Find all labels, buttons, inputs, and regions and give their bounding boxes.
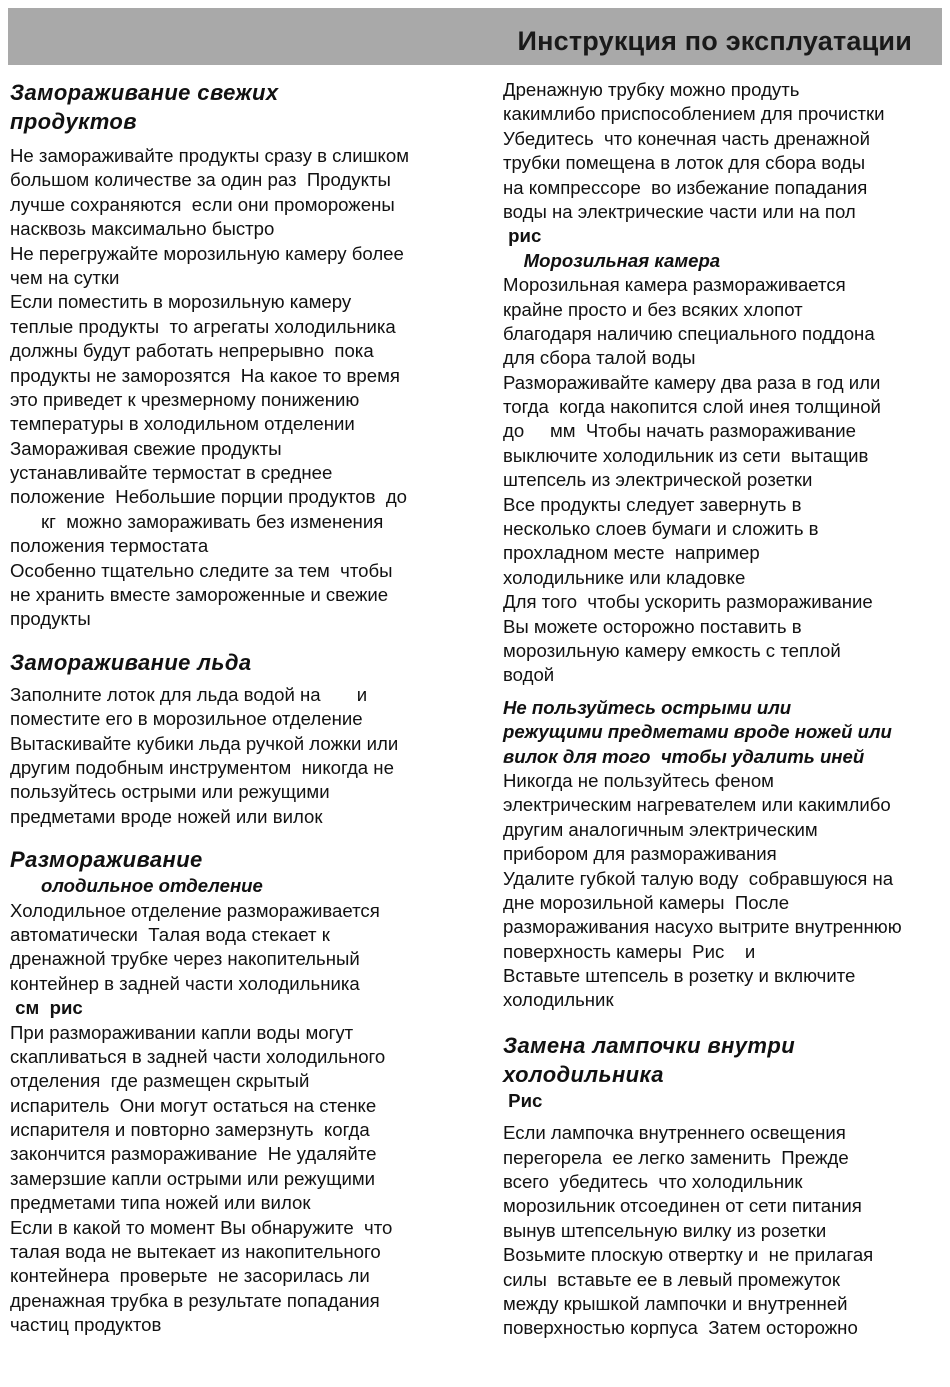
text-line: предметами вроде ножей или вилок <box>10 805 323 827</box>
page-title: Инструкция по эксплуатации <box>517 26 912 56</box>
text-line: положения термостата <box>10 535 209 557</box>
text-line: холодильнике или кладовке <box>503 566 746 588</box>
text-line: чем на сутки <box>10 266 120 288</box>
text-line: тогда когда накопится слой инея толщиной <box>503 396 881 418</box>
text-line: Не замораживайте продукты сразу в слишком <box>10 145 410 166</box>
text-line: Если поместить в морозильную камеру <box>10 291 352 313</box>
text-line: Возьмите плоскую отвертку и не прилагая <box>503 1244 874 1266</box>
text-line: другим аналогичным электрическим <box>503 818 818 840</box>
text-line: электрическим нагревателем или какимлибо <box>503 794 891 816</box>
text-line: Все продукты следует завернуть в <box>503 493 802 515</box>
text-line: морозильник отсоединен от сети питания <box>503 1195 862 1217</box>
section-heading: продуктов <box>10 109 137 134</box>
text-line: устанавливайте термостат в среднее <box>10 462 333 484</box>
text-line: контейнер в задней части холодильника <box>10 972 360 994</box>
text-line: температуры в холодильном отделении <box>10 413 355 435</box>
left-column <box>10 78 460 1338</box>
text-line: до мм Чтобы начать размораживание <box>503 420 856 442</box>
text-line: благодаря наличию специального поддона <box>503 322 875 344</box>
text-line: прибором для размораживания <box>503 843 777 865</box>
text-line: положение Небольшие порции продуктов до <box>10 486 408 508</box>
text-line: талая вода не вытекает из накопительного <box>10 1241 381 1263</box>
text-line: кг можно замораживать без изменения <box>10 510 384 532</box>
text-line: Удалите губкой талую воду собравшуюся на <box>503 867 894 889</box>
text-line: закончится размораживание Не удаляйте <box>10 1143 377 1165</box>
right-column <box>503 78 948 1341</box>
text-line: замерзшие капли острыми или режущими <box>10 1167 376 1189</box>
text-line: дне морозильной камеры После <box>503 891 790 913</box>
text-line: Вытаскивайте кубики льда ручкой ложки или <box>10 732 399 754</box>
text-line: должны будут работать непрерывно пока <box>10 340 374 362</box>
text-line: скапливаться в задней части холодильного <box>10 1045 386 1067</box>
text-line: Для того чтобы ускорить размораживание <box>503 591 873 613</box>
subsection-heading: Морозильная камера <box>503 249 721 271</box>
text-line: вынув штепсельную вилку из розетки <box>503 1219 827 1241</box>
text-line: поверхность камеры Рис и <box>503 940 756 962</box>
page-header <box>8 8 942 65</box>
text-line: рис <box>503 225 542 247</box>
text-line: штепсель из электрической розетки <box>503 469 813 491</box>
text-line: Особенно тщательно следите за тем чтобы <box>10 559 393 581</box>
text-line: вилок для того чтобы удалить иней <box>503 745 865 767</box>
text-line: контейнера проверьте не засорилась ли <box>10 1265 370 1287</box>
text-line: Если лампочка внутреннего освещения <box>503 1122 846 1144</box>
text-line: предметами типа ножей или вилок <box>10 1192 311 1214</box>
section-heading: Замена лампочки внутри <box>503 1032 796 1058</box>
subsection-heading: олодильное отделение <box>10 875 263 897</box>
text-line: Холодильное отделение размораживается <box>10 899 380 921</box>
text-line: пользуйтесь острыми или режущими <box>10 781 330 803</box>
text-line: см рис <box>10 997 83 1019</box>
text-line: морозильную камеру емкость с теплой <box>503 639 841 661</box>
text-line: насквозь максимально быстро <box>10 218 275 240</box>
text-line: всего убедитесь что холодильник <box>503 1171 803 1193</box>
text-line: воды на электрические части или на пол <box>503 200 856 222</box>
text-line: дренажной трубке через накопительный <box>10 948 360 970</box>
text-line: При размораживании капли воды могут <box>10 1021 354 1043</box>
text-line: не хранить вместе замороженные и свежие <box>10 584 389 606</box>
text-line: дренажная трубка в результате попадания <box>10 1289 380 1311</box>
text-line: перегорела ее легко заменить Прежде <box>503 1146 849 1168</box>
text-line: испарителя и повторно замерзнуть когда <box>10 1119 370 1141</box>
text-line: холодильник <box>503 989 614 1011</box>
section-heading: холодильника <box>503 1061 664 1087</box>
text-line: режущими предметами вроде ножей или <box>503 721 892 743</box>
text-line: отделения где размещен скрытый <box>10 1070 310 1092</box>
text-line: поместите его в морозильное отделение <box>10 708 363 730</box>
text-line: силы вставьте ее в левый промежуток <box>503 1268 841 1290</box>
text-line: Морозильная камера размораживается <box>503 274 846 296</box>
text-line: Вставьте штепсель в розетку и включите <box>503 965 856 987</box>
text-line: это приведет к чрезмерному понижению <box>10 388 360 410</box>
text-line: продукты не заморозятся На какое то время <box>10 364 400 386</box>
section-heading: Размораживание <box>10 847 203 873</box>
text-line: Никогда не пользуйтесь феном <box>503 769 774 791</box>
text-line: выключите холодильник из сети вытащив <box>503 444 869 466</box>
text-line: размораживания насухо вытрите внутреннюю <box>503 916 902 938</box>
text-line: прохладном месте например <box>503 542 760 564</box>
text-line: трубки помещена в лоток для сбора воды <box>503 152 866 174</box>
text-line: поверхностью корпуса Затем осторожно <box>503 1317 858 1339</box>
text-line: для сбора талой воды <box>503 347 696 369</box>
text-line: Вы можете осторожно поставить в <box>503 615 802 637</box>
text-line: Замораживая свежие продукты <box>10 437 282 459</box>
text-line: другим подобным инструментом никогда не <box>10 756 394 778</box>
text-line: Не пользуйтесь острыми или <box>503 696 792 718</box>
text-line: Рис <box>503 1089 543 1111</box>
text-line: на компрессоре во избежание попадания <box>503 176 868 198</box>
text-line: лучше сохраняются если они проморожены <box>10 193 395 215</box>
text-line: какимлибо приспособлением для прочистки <box>503 103 885 125</box>
text-line: между крышкой лампочки и внутренней <box>503 1292 848 1314</box>
section-heading: Замораживание льда <box>10 649 252 675</box>
text-line: Заполните лоток для льда водой на и <box>10 683 368 705</box>
text-line: продукты <box>10 608 91 630</box>
text-line: частиц продуктов <box>10 1314 162 1336</box>
section-heading: Замораживание свежих <box>10 80 279 105</box>
text-line: испаритель Они могут остаться на стенке <box>10 1094 377 1116</box>
text-line: крайне просто и без всяких хлопот <box>503 298 803 320</box>
text-line: несколько слоев бумаги и сложить в <box>503 518 819 540</box>
text-line: автоматически Талая вода стекает к <box>10 923 330 945</box>
text-line: большом количестве за один раз Продукты <box>10 169 391 191</box>
text-line: водой <box>503 664 555 686</box>
text-line: Не перегружайте морозильную камеру более <box>10 242 404 264</box>
text-line: Дренажную трубку можно продуть <box>503 79 800 100</box>
text-line: Если в какой то момент Вы обнаружите что <box>10 1216 393 1238</box>
text-line: теплые продукты то агрегаты холодильника <box>10 315 396 337</box>
text-line: Размораживайте камеру два раза в год или <box>503 371 881 393</box>
text-line: Убедитесь что конечная часть дренажной <box>503 127 870 149</box>
